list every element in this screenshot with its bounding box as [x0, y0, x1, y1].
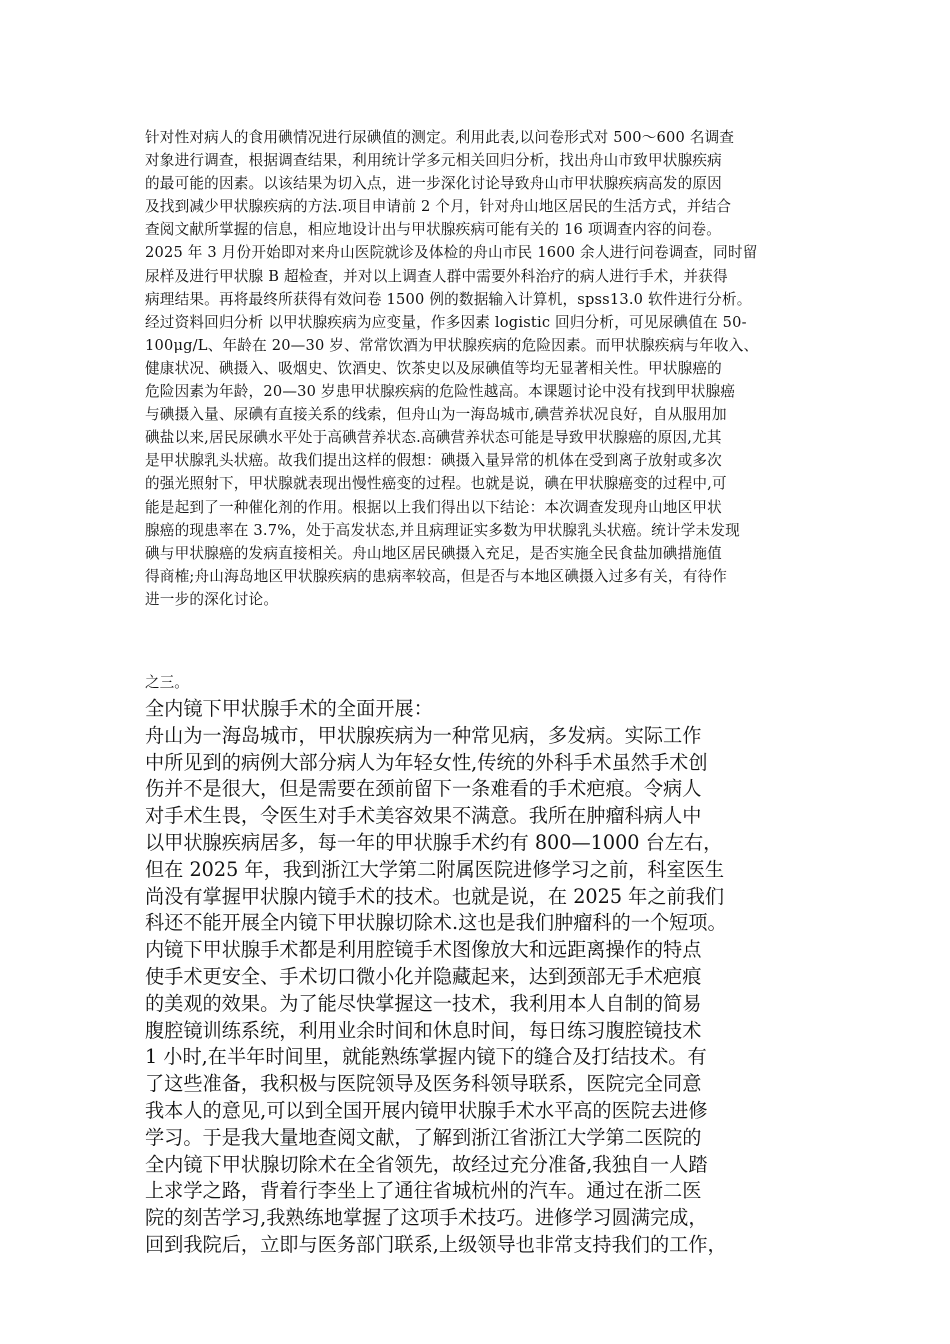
intro-line: 进一步的深化讨论。 [145, 590, 279, 608]
section-line: 我本人的意见,可以到全国开展内镜甲状腺手术水平高的医院去进修 [145, 1098, 708, 1122]
intro-line: 2025 年 3 月份开始即对来舟山医院就诊及体检的舟山市民 1600 余人进行问卷调查，同时留 [145, 244, 758, 262]
section-line: 中所见到的病例大部分病人为年轻女性,传统的外科手术虽然手术创 [145, 750, 708, 774]
section-line: 全内镜下甲状腺切除术在全省领先，故经过充分准备,我独自一人踏 [145, 1152, 708, 1176]
section-line: 腹腔镜训练系统，利用业余时间和休息时间，每日练习腹腔镜技术 [145, 1018, 702, 1042]
section-line: 舟山为一海岛城市，甲状腺疾病为一种常见病，多发病。实际工作 [145, 723, 702, 747]
intro-line: 的最可能的因素。以该结果为切入点，进一步深化讨论导致舟山市甲状腺疾病高发的原因 [145, 175, 722, 193]
intro-line: 查阅文献所掌握的信息，相应地设计出与甲状腺疾病可能有关的 16 项调查内容的问卷。 [145, 221, 722, 239]
section-line: 尚没有掌握甲状腺内镜手术的技术。也就是说，在 2025 年之前我们 [145, 884, 725, 908]
intro-line: 碘与甲状腺癌的发病直接相关。舟山地区居民碘摄入充足，是否实施全民食盐加碘措施值 [145, 544, 722, 562]
section-line: 但在 2025 年，我到浙江大学第二附属医院进修学习之前，科室医生 [145, 857, 725, 881]
intro-line: 经过资料回归分析 以甲状腺疾病为应变量，作多因素 logistic 回归分析，可见尿碘值在 50- [145, 313, 747, 331]
intro-line: 得商榷;舟山海岛地区甲状腺疾病的患病率较高，但是否与本地区碘摄入过多有关，有待作 [145, 567, 728, 585]
intro-line: 及找到减少甲状腺疾病的方法.项目申请前 2 个月，针对舟山地区居民的生活方式，并结合 [145, 198, 732, 216]
intro-line: 能是起到了一种催化剂的作用。根据以上我们得出以下结论：本次调查发现舟山地区甲状 [145, 498, 722, 516]
intro-line: 对象进行调查，根据调查结果，利用统计学多元相关回归分析，找出舟山市致甲状腺疾病 [145, 152, 722, 170]
section-heading: 全内镜下甲状腺手术的全面开展： [145, 697, 433, 720]
section-label: 之三。 [145, 674, 189, 691]
section-line: 1 小时,在半年时间里，就能熟练掌握内镜下的缝合及打结技术。有 [145, 1045, 707, 1069]
section-line: 上求学之路，背着行李坐上了通往省城杭州的汽车。通过在浙二医 [145, 1179, 702, 1203]
section-line: 学习。于是我大量地查阅文献，了解到浙江省浙江大学第二医院的 [145, 1125, 702, 1149]
section-line: 院的刻苦学习,我熟练地掌握了这项手术技巧。进修学习圆满完成， [145, 1206, 708, 1230]
intro-line: 针对性对病人的食用碘情况进行尿碘值的测定。利用此表,以问卷形式对 500～600 名调查 [145, 129, 735, 146]
intro-paragraph [145, 126, 825, 611]
intro-line: 与碘摄入量、尿碘有直接关系的线索，但舟山为一海岛城市,碘营养状况良好，自从服用加 [145, 406, 727, 424]
section-line: 伤并不是很大，但是需要在颈前留下一条难看的手术疤痕。令病人 [145, 777, 702, 801]
intro-line: 的强光照射下，甲状腺就表现出慢性癌变的过程。也就是说，碘在甲状腺癌变的过程中,可 [145, 475, 727, 493]
section-line: 使手术更安全、手术切口微小化并隐藏起来，达到颈部无手术疤痕 [145, 964, 702, 988]
intro-line: 100μg/L、年龄在 20—30 岁、常常饮酒为甲状腺疾病的危险因素。而甲状腺疾病与年收入、 [145, 336, 759, 354]
intro-line: 是甲状腺乳头状癌。故我们提出这样的假想：碘摄入量异常的机体在受到离子放射或多次 [145, 452, 722, 470]
section-line: 的美观的效果。为了能尽快掌握这一技术，我利用本人自制的简易 [145, 991, 702, 1015]
intro-line: 尿样及进行甲状腺 B 超检查，并对以上调查人群中需要外科治疗的病人进行手术，并获得 [145, 267, 728, 285]
section-body [145, 696, 835, 1259]
section-line: 回到我院后，立即与医务部门联系,上级领导也非常支持我们的工作， [145, 1232, 727, 1256]
section-line: 内镜下甲状腺手术都是利用腔镜手术图像放大和远距离操作的特点 [145, 938, 702, 962]
section-line: 对手术生畏，令医生对手术美容效果不满意。我所在肿瘤科病人中 [145, 804, 702, 828]
intro-line: 腺癌的现患率在 3.7%，处于高发状态,并且病理证实多数为甲状腺乳头状癌。统计学未发现 [145, 521, 740, 539]
intro-line: 病理结果。再将最终所获得有效问卷 1500 例的数据输入计算机，spss13.0 软件进行分析。 [145, 290, 752, 308]
intro-line: 碘盐以来,居民尿碘水平处于高碘营养状态.高碘营养状态可能是导致甲状腺癌的原因,尤其 [145, 429, 722, 447]
intro-line: 健康状况、碘摄入、吸烟史、饮酒史、饮茶史以及尿碘值等均无显著相关性。甲状腺癌的 [145, 359, 722, 377]
section-line: 了这些准备，我积极与医院领导及医务科领导联系，医院完全同意 [145, 1072, 702, 1096]
section-line: 以甲状腺疾病居多，每一年的甲状腺手术约有 800—1000 台左右， [145, 830, 723, 854]
section-line: 科还不能开展全内镜下甲状腺切除术.这也是我们肿瘤科的一个短项。 [145, 911, 727, 935]
intro-line: 危险因素为年龄，20—30 岁患甲状腺疾病的危险性越高。本课题讨论中没有找到甲状腺癌 [145, 383, 736, 401]
